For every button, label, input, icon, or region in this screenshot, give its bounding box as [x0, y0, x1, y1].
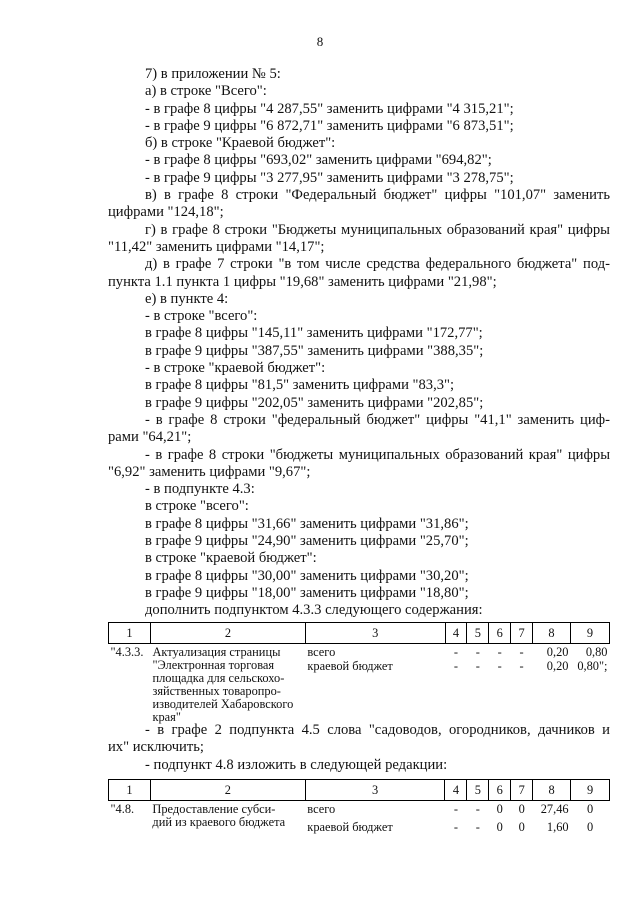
- text-line: дополнить подпунктом 4.3.3 следующего содержания:: [145, 602, 483, 619]
- text-line: "11,42" заменить цифрами "14,17";: [108, 238, 325, 255]
- name-line: "Электронная торговая: [152, 658, 275, 672]
- col-7: [511, 644, 533, 725]
- text-line: - в графе 9 цифры "6 872,71" заменить цифрами "6 873,51";: [145, 117, 514, 134]
- name-line: площадка для сельскохо-: [152, 671, 285, 685]
- column-header: 1: [109, 623, 151, 644]
- value-cell: -: [475, 802, 480, 816]
- text-line: - в строке "краевой бюджет":: [145, 360, 326, 377]
- text-line: а) в строке "Всего":: [145, 83, 267, 100]
- source-cell: краевой бюджет: [307, 659, 393, 673]
- value-cell: -: [519, 659, 524, 673]
- text-line: в графе 8 цифры "145,11" заменить цифрами "172,77";: [145, 325, 483, 342]
- col-5: [467, 801, 489, 836]
- text-line: "6,92" заменить цифрами "9,67";: [108, 463, 311, 480]
- text-line: г) в графе 8 строки "Бюджеты муниципальных образований края" цифры: [145, 221, 610, 238]
- table-row: [109, 644, 610, 725]
- value-cell: -: [497, 659, 502, 673]
- value-cell: -: [453, 645, 459, 659]
- text-line: в графе 8 цифры "31,66" заменить цифрами "31,86";: [145, 515, 469, 532]
- subpoint-code: "4.3.3.: [110, 645, 144, 659]
- table-subpoint-4-3-3: [108, 622, 610, 724]
- table-subpoint-4-8: [108, 779, 610, 835]
- value-cell: -: [475, 645, 480, 659]
- col-4: [445, 644, 467, 725]
- value-cell: 1,60: [546, 820, 569, 834]
- value-cell: -: [519, 645, 524, 659]
- name-line: края": [152, 710, 181, 724]
- text-line: - в графе 9 цифры "3 277,95" заменить цифрами "3 278,75";: [145, 169, 514, 186]
- text-line: б) в строке "Краевой бюджет":: [145, 135, 336, 152]
- value-cell: -: [453, 659, 459, 673]
- source-cell: всего: [307, 802, 336, 816]
- value-cell: 0: [496, 802, 503, 816]
- column-header: 4: [445, 623, 467, 644]
- value-cell: -: [453, 802, 458, 816]
- column-header: 3: [305, 623, 445, 644]
- text-line: их" исключить;: [108, 739, 204, 756]
- column-header: 6: [489, 623, 511, 644]
- value-cell: 27,46: [540, 802, 569, 816]
- col-9: [571, 801, 610, 836]
- text-line: - в подпункте 4.3:: [145, 481, 255, 498]
- text-line: в строке "краевой бюджет":: [145, 550, 317, 567]
- column-header: 9: [571, 780, 610, 801]
- name-line: зяйственных товаропро-: [152, 684, 281, 698]
- value-cell: 0: [496, 820, 503, 834]
- table-header-row: [109, 780, 610, 801]
- col-8: [533, 801, 571, 836]
- text-line: пункта 1.1 пункта 1 цифры "19,68" заменить цифрами "21,98";: [108, 273, 497, 290]
- value-cell: 0,20: [546, 645, 569, 659]
- col-7: [511, 801, 533, 836]
- text-line: в графе 9 цифры "202,05" заменить цифрами "202,85";: [145, 394, 484, 411]
- name-line: Предоставление субси-: [152, 802, 276, 816]
- value-cell: -: [453, 820, 458, 834]
- text-line: в) в графе 8 строки "Федеральный бюджет" цифры "101,07" заменить: [145, 187, 610, 204]
- text-line: е) в пункте 4:: [145, 290, 229, 307]
- source-cell: краевой бюджет: [307, 820, 393, 834]
- col-6: [489, 801, 511, 836]
- column-header: 2: [150, 623, 305, 644]
- column-header: 7: [511, 780, 533, 801]
- table-row: [109, 801, 610, 836]
- col-4: [445, 801, 467, 836]
- value-cell: 0,20: [546, 659, 569, 673]
- funding-source: [305, 644, 445, 725]
- text-line: - в графе 8 цифры "4 287,55" заменить цифрами "4 315,21";: [145, 100, 514, 117]
- subpoint-name: [150, 644, 305, 725]
- column-header: 9: [570, 623, 609, 644]
- name-line: Актуализация страницы: [152, 645, 281, 659]
- col-5: [467, 644, 489, 725]
- value-cell: 0: [586, 802, 594, 816]
- column-header: 7: [511, 623, 533, 644]
- value-cell: 0: [518, 802, 525, 816]
- text-line: - подпункт 4.8 изложить в следующей редакции:: [145, 756, 448, 773]
- column-header: 6: [489, 780, 511, 801]
- value-cell: 0: [518, 820, 525, 834]
- col-6: [489, 644, 511, 725]
- table-header-row: [109, 623, 610, 644]
- text-line: в графе 8 цифры "30,00" заменить цифрами "30,20";: [145, 567, 469, 584]
- column-header: 4: [445, 780, 467, 801]
- value-cell: 0,80";: [577, 659, 608, 673]
- subpoint-name: [150, 801, 305, 836]
- value-cell: -: [475, 659, 480, 673]
- text-line: цифрами "124,18";: [108, 204, 224, 221]
- amendments-text: [108, 66, 610, 620]
- page-number: 8: [316, 34, 324, 49]
- text-line: - в графе 8 строки "федеральный бюджет" цифры "41,1" заменить циф-: [145, 411, 610, 428]
- value-cell: -: [475, 820, 480, 834]
- text-line: - в графе 8 цифры "693,02" заменить цифрами "694,82";: [145, 152, 492, 169]
- col-8: [533, 644, 571, 725]
- value-cell: 0,80: [585, 645, 608, 659]
- column-header: 2: [150, 780, 305, 801]
- text-line: в графе 9 цифры "18,00" заменить цифрами "18,80";: [145, 584, 469, 601]
- column-header: 1: [109, 780, 151, 801]
- funding-source: [305, 801, 445, 836]
- value-cell: 0: [586, 820, 594, 834]
- column-header: 3: [305, 780, 445, 801]
- text-line: в графе 9 цифры "387,55" заменить цифрами "388,35";: [145, 342, 484, 359]
- text-line: 7) в приложении № 5:: [145, 66, 281, 82]
- name-line: изводителей Хабаровского: [152, 697, 294, 711]
- col-9: [570, 644, 609, 725]
- column-header: 8: [533, 623, 571, 644]
- amendments-text-2: [108, 722, 610, 774]
- column-header: 8: [533, 780, 571, 801]
- subpoint-code: "4.8.: [110, 802, 135, 816]
- column-header: 5: [467, 623, 489, 644]
- text-line: в строке "всего":: [145, 498, 249, 515]
- text-line: в графе 9 цифры "24,90" заменить цифрами "25,70";: [145, 533, 469, 550]
- name-line: дий из краевого бюджета: [152, 815, 286, 829]
- column-header: 5: [467, 780, 489, 801]
- value-cell: -: [497, 645, 502, 659]
- text-line: рами "64,21";: [108, 429, 192, 446]
- text-line: - в графе 2 подпункта 4.5 слова "садоводов, огородников, дачников и: [145, 722, 610, 738]
- text-line: - в графе 8 строки "бюджеты муниципальных образований края" цифры: [145, 446, 610, 463]
- source-cell: всего: [307, 645, 336, 659]
- text-line: д) в графе 7 строки "в том числе средства федерального бюджета" под-: [145, 256, 610, 273]
- text-line: в графе 8 цифры "81,5" заменить цифрами "83,3";: [145, 377, 455, 394]
- text-line: - в строке "всего":: [145, 308, 258, 325]
